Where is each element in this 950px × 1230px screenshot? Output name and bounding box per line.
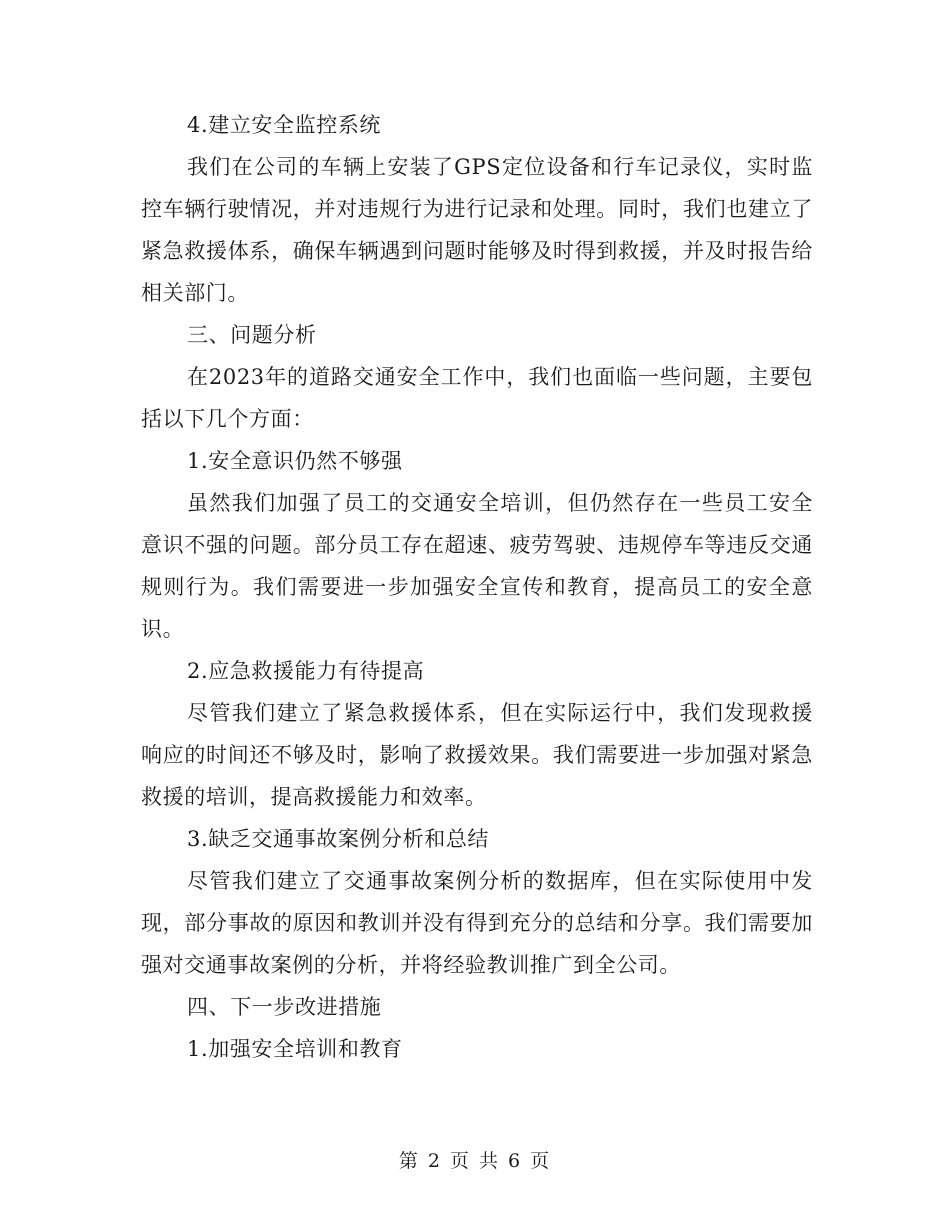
paragraph-problem-intro: 在2023年的道路交通安全工作中，我们也面临一些问题，主要包括以下几个方面： xyxy=(141,365,813,431)
section-heading-next-steps: 四、下一步改进措施 xyxy=(187,995,382,1019)
paragraph-safety-awareness: 虽然我们加强了员工的交通安全培训，但仍然存在一些员工安全意识不强的问题。部分员工存在超速、疲劳驾驶、违规停车等违反交通规则行为。我们需要进一步加强安全宣传和教育，提高员工的安全意识。 xyxy=(141,491,813,641)
subheading-safety-awareness: 1.安全意识仍然不够强 xyxy=(187,449,403,473)
page-number-footer: 第 2 页 共 6 页 xyxy=(398,1150,552,1172)
document-body xyxy=(141,104,813,1070)
subheading-emergency-rescue: 2.应急救援能力有待提高 xyxy=(187,659,425,683)
section-heading-problem-analysis: 三、问题分析 xyxy=(187,323,317,347)
subheading-monitoring-system: 4.建立安全监控系统 xyxy=(187,113,382,137)
paragraph-monitoring-details: 我们在公司的车辆上安装了GPS定位设备和行车记录仪，实时监控车辆行驶情况，并对违规行为进行记录和处理。同时，我们也建立了紧急救援体系，确保车辆遇到问题时能够及时得到救援，并及时报告给相关部门。 xyxy=(141,155,813,305)
subheading-accident-case-analysis: 3.缺乏交通事故案例分析和总结 xyxy=(187,827,490,851)
paragraph-accident-case-analysis: 尽管我们建立了交通事故案例分析的数据库，但在实际使用中发现，部分事故的原因和教训并没有得到充分的总结和分享。我们需要加强对交通事故案例的分析，并将经验教训推广到全公司。 xyxy=(141,869,813,977)
subheading-safety-training: 1.加强安全培训和教育 xyxy=(187,1037,403,1061)
paragraph-emergency-rescue: 尽管我们建立了紧急救援体系，但在实际运行中，我们发现救援响应的时间还不够及时，影响了救援效果。我们需要进一步加强对紧急救援的培训，提高救援能力和效率。 xyxy=(141,701,813,809)
